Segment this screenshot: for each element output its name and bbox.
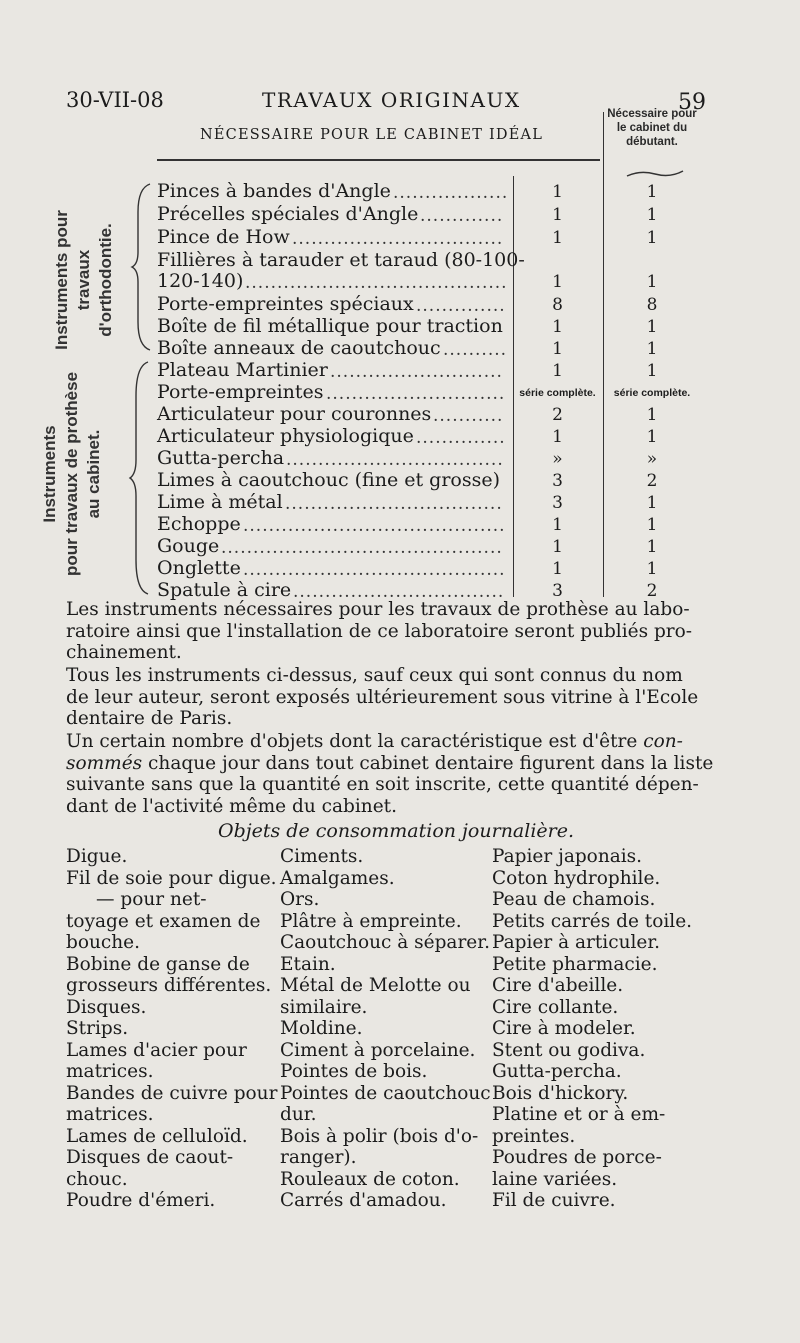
- instrument-name: Limes à caoutchouc (fine et grosse): [157, 469, 500, 491]
- quantity-ideal: 8: [552, 295, 563, 315]
- consumable-item: Lames de celluloïd.: [66, 1125, 248, 1147]
- consumable-item: Ors.: [280, 889, 320, 910]
- consumable-item: Strips.: [66, 1018, 129, 1039]
- text-line: Tous les instruments ci-dessus, sauf ceux qui sont connus du nom: [66, 665, 683, 686]
- instrument-name: Pinces à bandes d'Angle: [157, 180, 391, 202]
- consumable-item: — pour net-: [96, 889, 207, 910]
- text-line: [66, 731, 698, 753]
- consumable-item: Caoutchouc à séparer.: [280, 932, 490, 953]
- quantity-ideal: 1: [552, 361, 563, 381]
- dot-leader: .................................: [292, 229, 504, 249]
- consumable-item: Gutta-percha.: [492, 1061, 622, 1082]
- table-top-rule: [157, 159, 600, 161]
- brace-group-orthodontie: [130, 182, 154, 352]
- header-date: 30-VII-08: [66, 88, 164, 112]
- consumable-item: Bandes de cuivre pour: [66, 1082, 278, 1104]
- consumable-item: matrices.: [66, 1061, 154, 1082]
- consumable-item: grosseurs différentes.: [66, 975, 272, 996]
- paragraph-2: [66, 665, 698, 730]
- consumables-column-1: [66, 846, 277, 1212]
- quantity-ideal: »: [552, 449, 563, 469]
- quantity-debutant: 8: [646, 295, 658, 315]
- dot-leader: ..............: [416, 428, 506, 448]
- quantity-debutant: »: [646, 449, 658, 469]
- consumable-item: Moldine.: [280, 1018, 363, 1039]
- quantity-debutant: 1: [646, 515, 658, 535]
- dot-leader: .........................................: [245, 273, 508, 293]
- group-label-line: d'orthodontie.: [96, 223, 115, 337]
- text-line: chainement.: [66, 642, 182, 664]
- quantity-ideal: 1: [552, 537, 563, 557]
- quantity-debutant: 1: [646, 317, 658, 337]
- instrument-name: Gutta-percha: [157, 447, 285, 469]
- quantity-ideal: 3: [552, 493, 563, 513]
- quantity-ideal: 3: [552, 471, 563, 491]
- consumable-item: Lames d'acier pour: [66, 1039, 247, 1061]
- quantity-debutant: 2: [646, 471, 658, 491]
- quantity-ideal: 1: [552, 339, 563, 359]
- consumable-item: toyage et examen de: [66, 910, 261, 932]
- consumable-item: Bobine de ganse de: [66, 953, 250, 975]
- quantity-ideal: 1: [552, 182, 563, 202]
- dot-leader: .........................................: [243, 516, 506, 536]
- italic-word: sommés: [66, 752, 143, 774]
- paragraph-3: [66, 731, 714, 817]
- quantity-debutant: 1: [646, 361, 658, 381]
- quantity-debutant: 2: [646, 581, 658, 601]
- instrument-name: Porte-empreintes: [157, 381, 324, 403]
- consumable-item: Fil de soie pour digue.: [66, 867, 277, 889]
- quantity-ideal: 1: [552, 228, 563, 248]
- consumable-item: Petits carrés de toile.: [492, 910, 693, 932]
- consumable-item: Carrés d'amadou.: [280, 1190, 447, 1211]
- brace-group-prothese: [128, 360, 152, 596]
- consumable-item: similaire.: [280, 996, 368, 1018]
- italic-word: con-: [643, 731, 683, 752]
- instrument-name: Boîte anneaux de caoutchouc: [157, 337, 441, 359]
- consumable-item: Bois d'hickory.: [492, 1082, 629, 1104]
- instrument-name: Plateau Martinier: [157, 359, 328, 381]
- quantity-ideal: 1: [552, 205, 563, 225]
- consumable-item: Disques de caout-: [66, 1147, 234, 1168]
- instrument-name: Pince de How: [157, 226, 290, 248]
- dot-leader: ...........: [433, 406, 504, 426]
- consumable-item: Poudre d'émeri.: [66, 1190, 216, 1211]
- consumables-column-3: [492, 846, 692, 1212]
- flourish-ornament: [625, 168, 685, 180]
- consumable-item: Pointes de caoutchouc: [280, 1082, 491, 1104]
- text-line: Les instruments nécessaires pour les travaux de prothèse au labo-: [66, 599, 690, 620]
- column-divider-ideal: [513, 176, 514, 597]
- consumable-item: Fil de cuivre.: [492, 1190, 616, 1211]
- group-label-prothese: [39, 354, 105, 594]
- consumable-item: Coton hydrophile.: [492, 867, 661, 889]
- consumable-item: Peau de chamois.: [492, 889, 656, 910]
- quantity-debutant: 1: [646, 493, 658, 513]
- consumable-item: Métal de Melotte ou: [280, 975, 471, 996]
- dot-leader: ..................................: [285, 494, 503, 514]
- consumable-item: matrices.: [66, 1104, 154, 1125]
- text-line: de leur auteur, seront exposés ultérieurement sous vitrine à l'Ecole: [66, 686, 699, 708]
- consumable-item: Plâtre à empreinte.: [280, 910, 462, 932]
- dot-leader: ..........: [443, 340, 508, 360]
- consumable-item: Platine et or à em-: [492, 1104, 666, 1125]
- quantity-ideal: 1: [552, 272, 563, 292]
- consumable-item: Cire d'abeille.: [492, 975, 624, 996]
- consumable-item: dur.: [280, 1104, 317, 1125]
- quantity-debutant: 1: [646, 559, 658, 579]
- quantity-ideal: 1: [552, 515, 563, 535]
- quantity-ideal: 1: [552, 427, 563, 447]
- paragraph-1: [66, 599, 698, 664]
- group-label-line: travaux: [74, 249, 93, 311]
- quantity-debutant: 1: [646, 228, 658, 248]
- instrument-name: Gouge: [157, 535, 220, 557]
- group-label-line: Instruments: [40, 425, 59, 523]
- instrument-name: Articulateur physiologique: [157, 425, 414, 447]
- quantity-debutant: 1: [646, 182, 658, 202]
- dot-leader: ............................: [326, 384, 506, 404]
- consumable-item: Ciments.: [280, 846, 364, 867]
- consumable-item: ranger).: [280, 1147, 357, 1168]
- consumables-title: Objets de consommation journalière.: [218, 820, 575, 842]
- instrument-name: 120-140): [157, 270, 244, 292]
- consumable-item: Stent ou godiva.: [492, 1039, 646, 1061]
- instrument-name: Articulateur pour couronnes: [157, 403, 432, 425]
- table-title: NÉCESSAIRE POUR LE CABINET IDÉAL: [200, 127, 544, 143]
- consumable-item: bouche.: [66, 932, 140, 953]
- dot-leader: ..................: [393, 183, 509, 203]
- header-title: TRAVAUX ORIGINAUX: [262, 88, 521, 112]
- dot-leader: ............................................: [221, 538, 503, 558]
- quantity-ideal: 1: [552, 317, 563, 337]
- quantity-debutant: 1: [646, 537, 658, 557]
- page-number: 59: [678, 90, 706, 115]
- consumables-column-2: [280, 846, 491, 1212]
- consumable-item: preintes.: [492, 1125, 576, 1147]
- consumable-item: laine variées.: [492, 1168, 618, 1190]
- group-label-line: au cabinet.: [84, 429, 103, 519]
- instrument-name: Onglette: [157, 557, 241, 579]
- consumable-item: Pointes de bois.: [280, 1061, 428, 1082]
- group-label-line: Instruments pour: [52, 210, 71, 350]
- text-line: dentaire de Paris.: [66, 708, 233, 730]
- quantity-ideal: 1: [552, 559, 563, 579]
- consumable-item: Digue.: [66, 846, 128, 867]
- consumable-item: Cire à modeler.: [492, 1018, 636, 1039]
- instrument-name: Porte-empreintes spéciaux: [157, 293, 414, 315]
- quantity-debutant: 1: [646, 427, 658, 447]
- quantity-ideal: 2: [552, 405, 563, 425]
- consumable-item: Petite pharmacie.: [492, 953, 658, 975]
- instrument-name: Boîte de fil métallique pour traction: [157, 315, 503, 337]
- dot-leader: ..............: [416, 296, 506, 316]
- consumable-item: Ciment à porcelaine.: [280, 1039, 476, 1061]
- instrument-name: Fillières à tarauder et taraud (80-100-: [157, 249, 525, 271]
- instrument-name: Echoppe: [157, 513, 241, 535]
- dot-leader: .........................................: [243, 560, 506, 580]
- dot-leader: ...........................: [330, 362, 503, 382]
- quantity-ideal: 3: [552, 581, 563, 601]
- text-line: [66, 752, 714, 775]
- quantity-ideal: série complète.: [519, 387, 596, 399]
- quantity-debutant: série complète.: [613, 387, 691, 399]
- quantity-debutant: 1: [646, 405, 658, 425]
- consumable-item: Rouleaux de coton.: [280, 1168, 460, 1190]
- consumable-item: Bois à polir (bois d'o-: [280, 1125, 479, 1147]
- text-line: ratoire ainsi que l'installation de ce laboratoire seront publiés pro-: [66, 620, 693, 642]
- consumable-item: Papier à articuler.: [492, 932, 661, 953]
- consumable-item: Disques.: [66, 996, 147, 1018]
- quantity-debutant: 1: [646, 205, 658, 225]
- consumable-item: Amalgames.: [280, 867, 395, 889]
- consumable-item: Papier japonais.: [492, 846, 643, 867]
- dot-leader: .................................: [293, 582, 505, 602]
- column-header-debutant: Nécessaire pour le cabinet du débutant.: [607, 108, 697, 148]
- consumable-item: Cire collante.: [492, 996, 619, 1018]
- consumable-item: Poudres de porce-: [492, 1147, 662, 1168]
- text-segment: Un certain nombre d'objets dont la caractéristique est d'être: [66, 731, 644, 752]
- quantity-debutant: 1: [646, 339, 658, 359]
- text-line: suivante sans que la quantité en soit inscrite, cette quantité dépen-: [66, 774, 699, 796]
- group-label-line: pour travaux de prothèse: [62, 371, 81, 577]
- group-label-orthodontie: [51, 188, 117, 372]
- instrument-name: Spatule à cire: [157, 579, 292, 601]
- consumable-item: Etain.: [280, 953, 336, 975]
- dot-leader: .............: [420, 206, 504, 226]
- dot-leader: ..................................: [286, 450, 504, 470]
- text-segment: chaque jour dans tout cabinet dentaire figurent dans la liste: [142, 752, 714, 774]
- consumable-item: chouc.: [66, 1168, 128, 1190]
- instrument-name: Précelles spéciales d'Angle: [157, 203, 419, 225]
- quantity-debutant: 1: [646, 272, 658, 292]
- text-line: dant de l'activité même du cabinet.: [66, 795, 397, 817]
- instrument-name: Lime à métal: [157, 491, 283, 513]
